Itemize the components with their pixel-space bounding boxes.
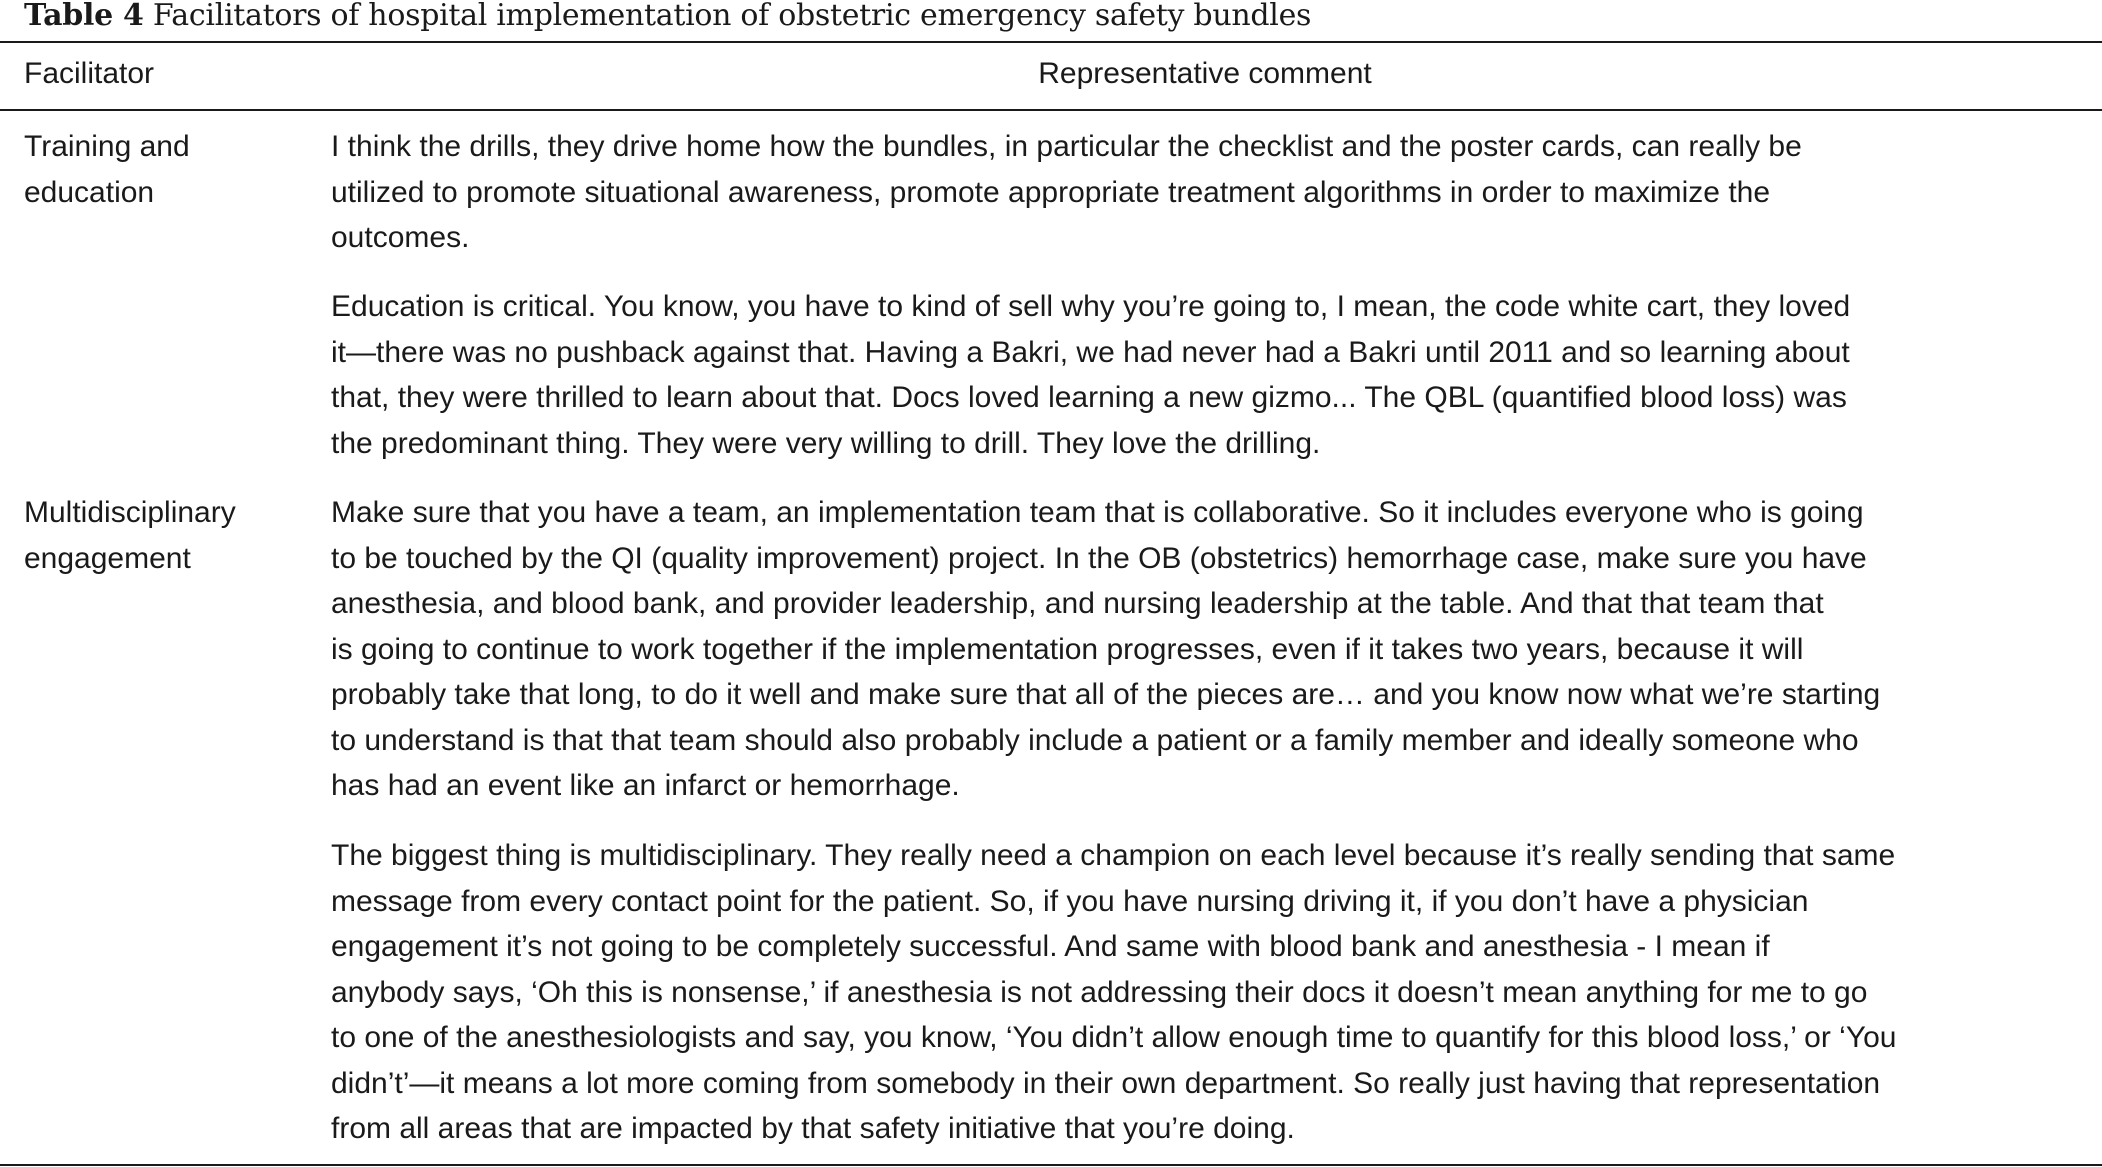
- table-title: Facilitators of hospital implementation of obstetric emergency safety bundles: [152, 0, 1312, 33]
- comment-line: engagement it’s not going to be completely successful. And same with blood bank and anesthesia - I mean if: [331, 930, 1770, 963]
- comment-line: probably take that long, to do it well and make sure that all of the pieces are… and you know now what we’re starting: [331, 678, 1881, 711]
- comment-line: to one of the anesthesiologists and say, you know, ‘You didn’t allow enough time to quantify for this blood loss,’ or ‘You: [331, 1021, 1897, 1054]
- comment-line: the predominant thing. They were very willing to drill. They love the drilling.: [331, 426, 1321, 460]
- comment-line: it—there was no pushback against that. Having a Bakri, we had never had a Bakri until 2011 and so learning about: [331, 335, 1850, 369]
- table-caption: [24, 0, 1311, 34]
- comment-line: I think the drills, they drive home how the bundles, in particular the checklist and the poster cards, can really be: [331, 130, 1802, 163]
- comment-line: to be touched by the QI (quality improvement) project. In the OB (obstetrics) hemorrhage case, make sure you have: [331, 541, 1867, 575]
- comment-line: Education is critical. You know, you have to kind of sell why you’re going to, I mean, the code white cart, they loved: [331, 290, 1851, 323]
- table-header-rule: [0, 109, 2102, 111]
- comment-line: message from every contact point for the patient. So, if you have nursing driving it, if you don’t have a physician: [331, 884, 1809, 918]
- comment-line: anybody says, ‘Oh this is nonsense,’ if anesthesia is not addressing their docs it doesn’t mean anything for me to go: [331, 975, 1868, 1009]
- comment-line: Make sure that you have a team, an implementation team that is collaborative. So it includes everyone who is going: [331, 496, 1864, 529]
- comment-multidisciplinary-1: [331, 490, 2091, 809]
- comment-line: is going to continue to work together if the implementation progresses, even if it takes two years, because it will: [331, 632, 1804, 666]
- table-bottom-rule: [0, 1164, 2102, 1166]
- comment-multidisciplinary-2: [331, 833, 2091, 1152]
- comment-training-2: [331, 284, 2091, 466]
- row-facilitator-multidisciplinary: Multidisciplinary engagement: [24, 496, 236, 575]
- comment-training-1: [331, 124, 2091, 261]
- table-number: Table 4: [24, 0, 144, 33]
- comment-line: to understand is that that team should also probably include a patient or a family member and ideally someone who: [331, 723, 1859, 757]
- comment-line: didn’t’—it means a lot more coming from somebody in their own department. So really just having that representation: [331, 1066, 1881, 1100]
- header-representative-comment: Representative comment: [1038, 57, 1372, 90]
- comment-line: The biggest thing is multidisciplinary. They really need a champion on each level because it’s really sending that same: [331, 839, 1896, 872]
- row-facilitator-training: Training and education: [24, 130, 190, 209]
- table-top-rule: [0, 41, 2102, 43]
- comment-line: outcomes.: [331, 221, 470, 254]
- comment-line: that, they were thrilled to learn about that. Docs loved learning a new gizmo... The QBL (quantified blood loss) was: [331, 381, 1847, 414]
- comment-line: has had an event like an infarct or hemorrhage.: [331, 769, 960, 802]
- comment-line: from all areas that are impacted by that safety initiative that you’re doing.: [331, 1112, 1295, 1145]
- comment-line: utilized to promote situational awareness, promote appropriate treatment algorithms in order to maximize the: [331, 175, 1771, 209]
- comment-line: anesthesia, and blood bank, and provider leadership, and nursing leadership at the table. And that that team that: [331, 587, 1824, 620]
- header-facilitator: Facilitator: [24, 57, 155, 90]
